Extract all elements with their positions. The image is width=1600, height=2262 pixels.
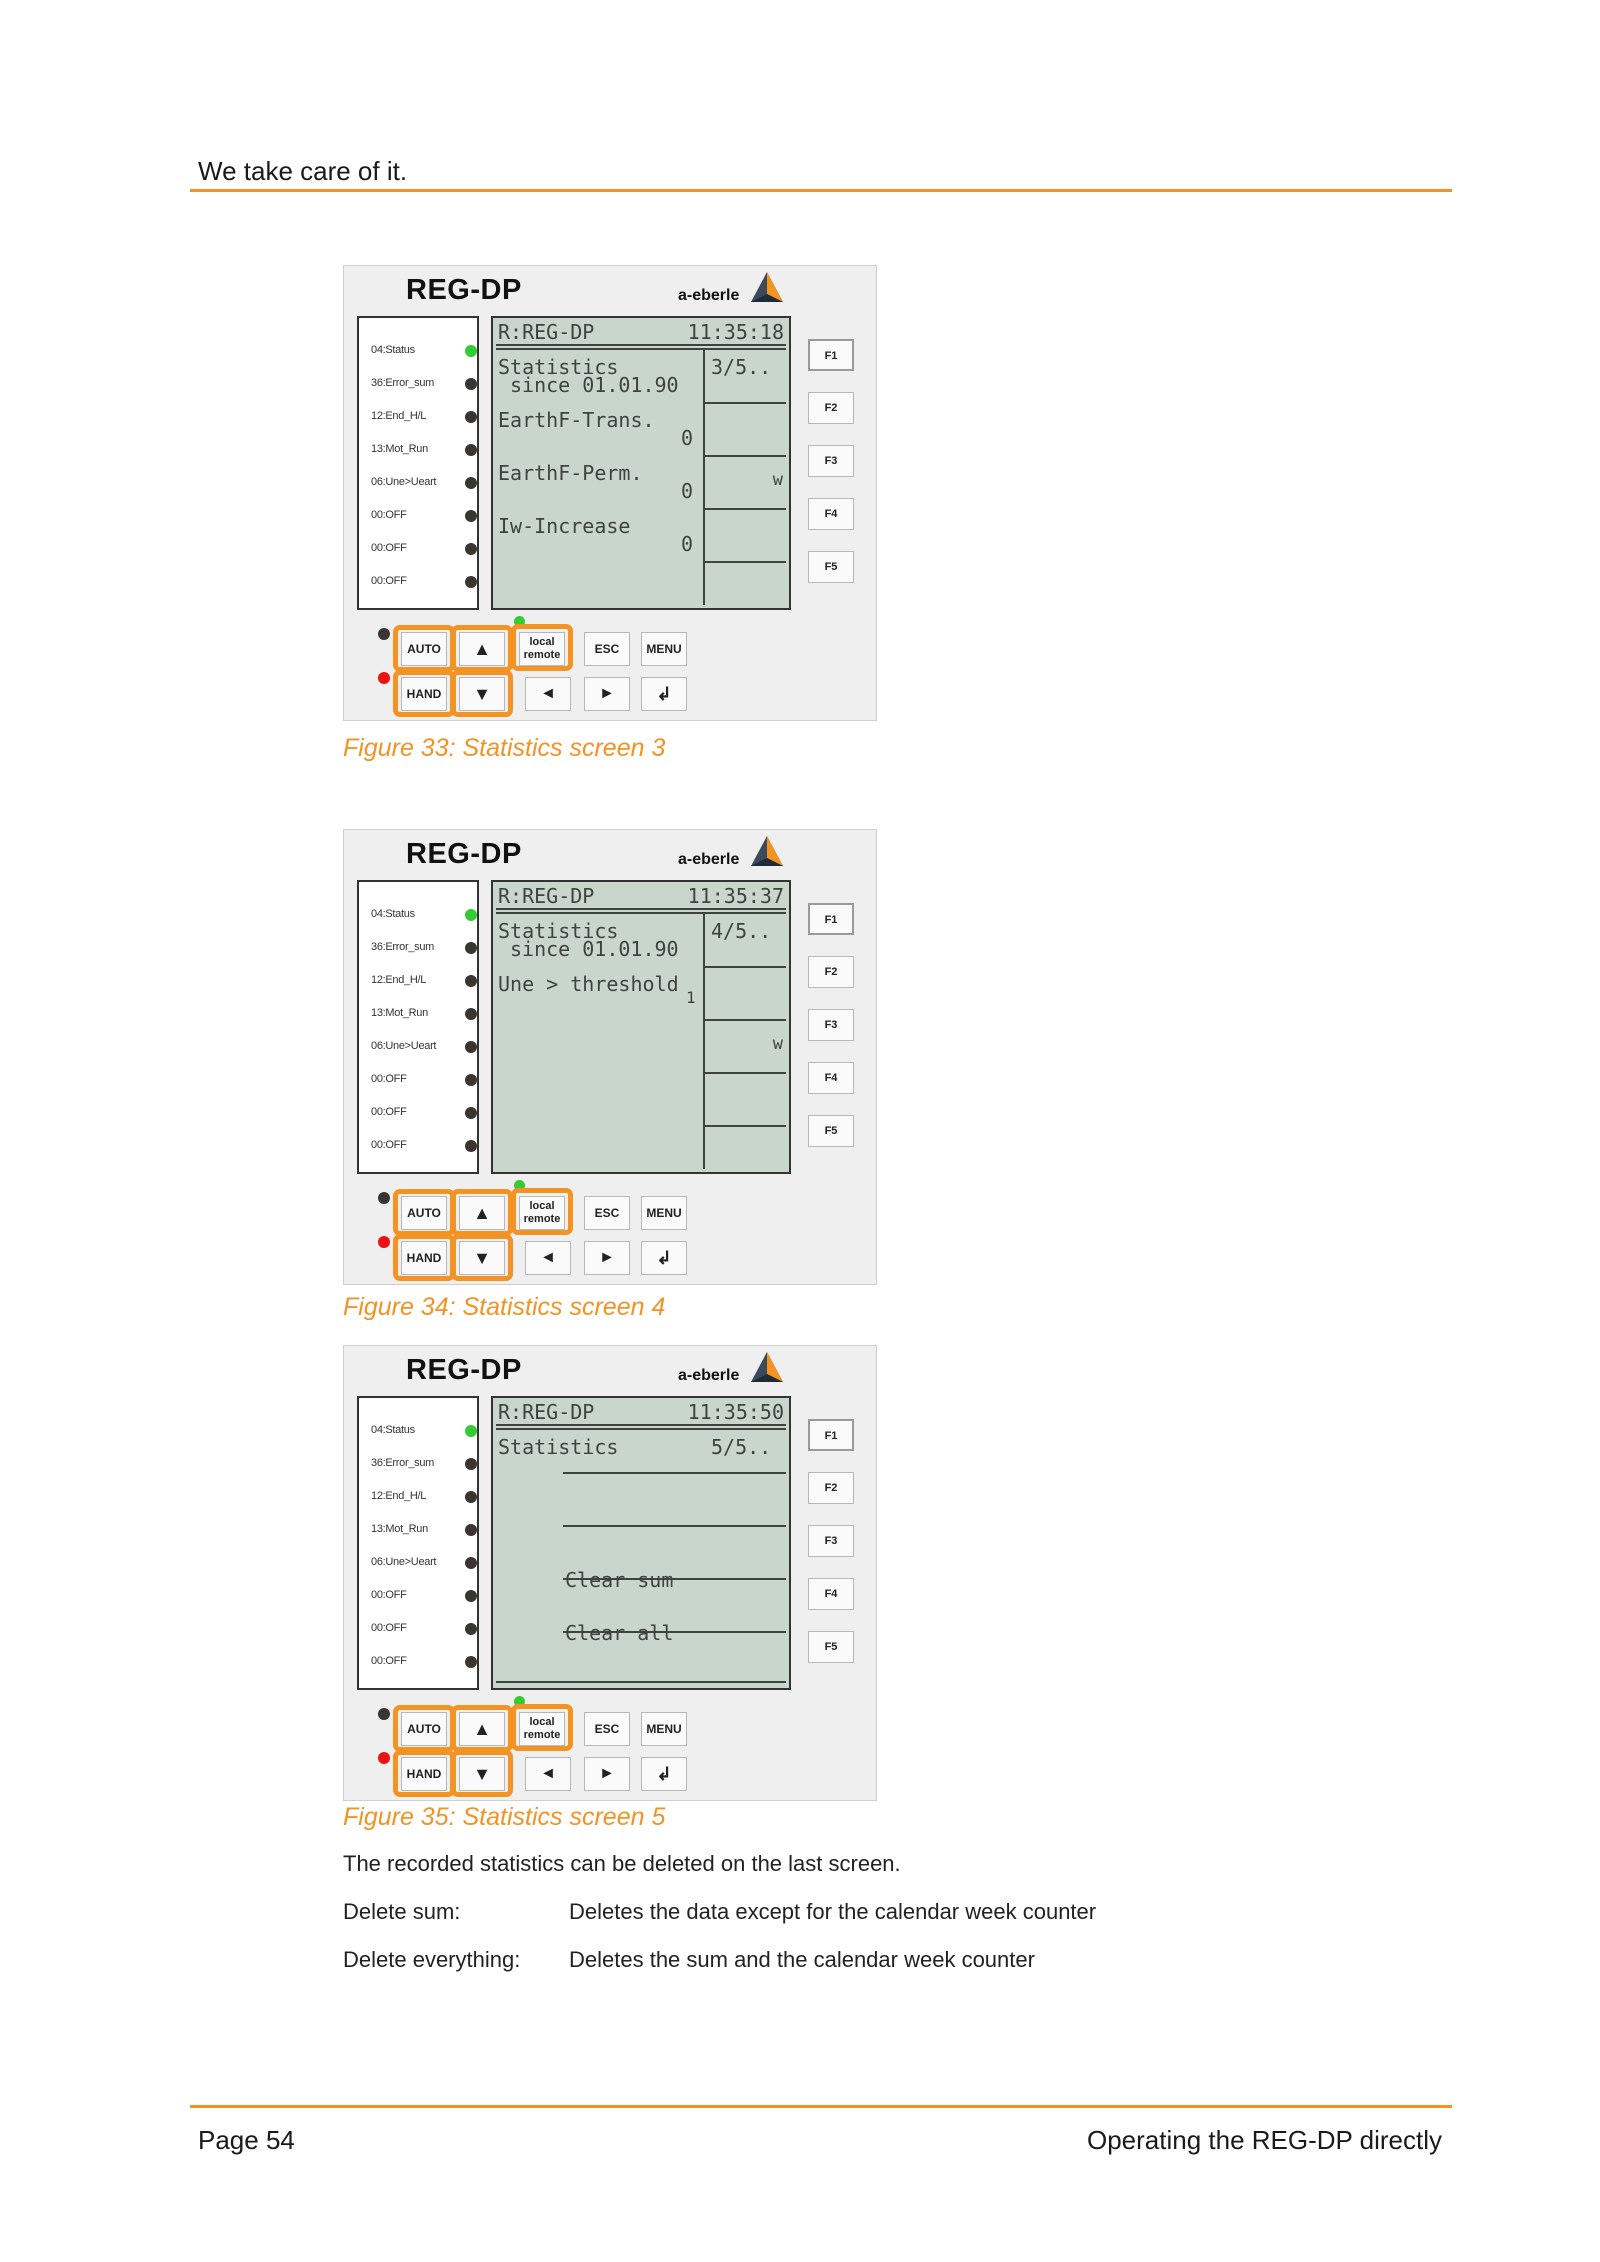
local-remote-label: local xyxy=(529,1200,555,1212)
led-label: 12:End_H/L xyxy=(371,1490,427,1502)
header-tagline: We take care of it. xyxy=(198,156,408,186)
led-indicator-list xyxy=(357,1396,479,1690)
auto-button[interactable]: AUTO xyxy=(401,1196,447,1230)
led-dot-icon xyxy=(465,510,477,522)
hand-button[interactable]: HAND xyxy=(401,1241,447,1275)
lcd-stat-label: EarthF-Trans. xyxy=(498,408,655,432)
led-dot-icon xyxy=(465,378,477,390)
lcd-softkey-divider xyxy=(705,1125,786,1127)
led-label: 06:Une>Ueart xyxy=(371,476,437,488)
function-key-f5[interactable]: F5 xyxy=(808,1115,854,1147)
definition-desc: Deletes the sum and the calendar week counter xyxy=(569,1947,1035,1972)
led-dot-icon xyxy=(465,1524,477,1536)
lcd-softkey-divider xyxy=(563,1472,786,1474)
raise-up-button[interactable]: ▲ xyxy=(459,1196,505,1230)
left-arrow-button[interactable]: ◄ xyxy=(525,677,571,711)
lcd-heading: Statistics xyxy=(498,919,619,943)
lcd-heading: Statistics xyxy=(498,355,619,379)
lcd-stat-label: Une > threshold xyxy=(498,972,679,996)
device-maker: a-eberle xyxy=(678,851,740,868)
lcd-stat-value: 1 xyxy=(686,988,696,1007)
a-eberle-logo-icon xyxy=(750,270,784,309)
function-key-f2[interactable]: F2 xyxy=(808,956,854,988)
lcd-since-date: since 01.01.90 xyxy=(510,937,679,961)
lcd-divider xyxy=(496,908,786,910)
reg-dp-device-panel xyxy=(343,1345,877,1801)
lcd-stat-value: 0 xyxy=(681,532,694,556)
left-arrow-button[interactable]: ◄ xyxy=(525,1241,571,1275)
led-dot-icon xyxy=(465,909,477,921)
function-key-f1[interactable]: F1 xyxy=(808,339,854,371)
lcd-softkey-divider xyxy=(705,402,786,404)
hand-status-led-icon xyxy=(378,1752,390,1764)
footer-page-number: Page 54 xyxy=(198,2125,295,2155)
esc-button[interactable]: ESC xyxy=(584,632,630,666)
raise-up-button[interactable]: ▲ xyxy=(459,632,505,666)
lower-down-button[interactable]: ▼ xyxy=(459,1241,505,1275)
function-key-f3[interactable]: F3 xyxy=(808,1525,854,1557)
menu-button[interactable]: MENU xyxy=(641,632,687,666)
local-remote-label: remote xyxy=(523,1213,561,1225)
figure-caption: Figure 35: Statistics screen 5 xyxy=(343,1803,666,1831)
led-dot-icon xyxy=(465,1008,477,1020)
led-indicator xyxy=(371,1004,477,1024)
device-maker: a-eberle xyxy=(678,287,740,304)
auto-button[interactable]: AUTO xyxy=(401,632,447,666)
led-dot-icon xyxy=(465,444,477,456)
led-indicator xyxy=(371,1652,477,1672)
hand-button[interactable]: HAND xyxy=(401,677,447,711)
led-indicator xyxy=(371,341,477,361)
hand-status-led-icon xyxy=(378,672,390,684)
a-eberle-logo-icon xyxy=(750,834,784,873)
led-indicator xyxy=(371,1037,477,1057)
led-label: 00:OFF xyxy=(371,509,407,521)
lcd-clock: 11:35:50 xyxy=(687,1400,784,1424)
led-indicator xyxy=(371,539,477,559)
lcd-divider xyxy=(496,912,786,914)
lcd-softkey-divider xyxy=(563,1525,786,1527)
local-remote-button[interactable] xyxy=(519,632,565,666)
led-indicator-list xyxy=(357,880,479,1174)
led-dot-icon xyxy=(465,1425,477,1437)
lcd-screen xyxy=(491,1396,791,1690)
lcd-screen xyxy=(491,316,791,610)
led-label: 00:OFF xyxy=(371,542,407,554)
reg-dp-device-panel xyxy=(343,265,877,721)
led-label: 13:Mot_Run xyxy=(371,1007,428,1019)
function-key-f1[interactable]: F1 xyxy=(808,903,854,935)
led-indicator xyxy=(371,506,477,526)
lcd-heading: Statistics xyxy=(498,1435,619,1459)
led-indicator xyxy=(371,1136,477,1156)
lower-down-button[interactable]: ▼ xyxy=(459,1757,505,1791)
led-dot-icon xyxy=(465,1557,477,1569)
figure-caption: Figure 34: Statistics screen 4 xyxy=(343,1293,666,1321)
led-indicator xyxy=(371,407,477,427)
enter-button[interactable]: ↲ xyxy=(641,1757,687,1791)
lcd-separator xyxy=(703,912,705,1169)
function-key-f2[interactable]: F2 xyxy=(808,1472,854,1504)
function-key-f1[interactable]: F1 xyxy=(808,1419,854,1451)
led-label: 36:Error_sum xyxy=(371,1457,435,1469)
left-arrow-button[interactable]: ◄ xyxy=(525,1757,571,1791)
right-arrow-button[interactable]: ► xyxy=(584,1757,630,1791)
led-indicator xyxy=(371,1487,477,1507)
lcd-stat-value: 0 xyxy=(681,479,694,503)
led-label: 04:Status xyxy=(371,344,415,356)
led-indicator xyxy=(371,1070,477,1090)
led-label: 00:OFF xyxy=(371,575,407,587)
led-indicator xyxy=(371,572,477,592)
device-maker: a-eberle xyxy=(678,1367,740,1384)
lcd-softkey-mark: w xyxy=(772,1034,783,1054)
led-indicator xyxy=(371,1553,477,1573)
led-label: 04:Status xyxy=(371,1424,415,1436)
function-key-f4[interactable]: F4 xyxy=(808,498,854,530)
led-indicator xyxy=(371,440,477,460)
lcd-title: R:REG-DP xyxy=(498,320,595,344)
lcd-softkey-divider xyxy=(705,1072,786,1074)
footer-rule xyxy=(190,2105,1452,2108)
led-dot-icon xyxy=(465,1140,477,1152)
led-indicator xyxy=(371,1103,477,1123)
right-arrow-button[interactable]: ► xyxy=(584,1241,630,1275)
lcd-clock: 11:35:18 xyxy=(687,320,784,344)
led-label: 13:Mot_Run xyxy=(371,1523,428,1535)
led-label: 00:OFF xyxy=(371,1655,407,1667)
lcd-page-indicator: 5/5.. xyxy=(711,1435,772,1459)
enter-button[interactable]: ↲ xyxy=(641,677,687,711)
led-label: 00:OFF xyxy=(371,1589,407,1601)
led-indicator xyxy=(371,473,477,493)
device-brand: REG-DP xyxy=(406,838,522,870)
function-key-f4[interactable]: F4 xyxy=(808,1578,854,1610)
lcd-softkey-mark: w xyxy=(772,470,783,490)
led-dot-icon xyxy=(465,1590,477,1602)
led-label: 06:Une>Ueart xyxy=(371,1040,437,1052)
lcd-page-indicator: 4/5.. xyxy=(711,919,772,943)
led-dot-icon xyxy=(465,1107,477,1119)
footer-section-title: Operating the REG-DP directly xyxy=(1087,2125,1442,2155)
lcd-title: R:REG-DP xyxy=(498,1400,595,1424)
led-dot-icon xyxy=(465,1458,477,1470)
led-dot-icon xyxy=(465,477,477,489)
led-indicator xyxy=(371,1619,477,1639)
auto-status-led-icon xyxy=(378,1192,390,1204)
lcd-menu-option[interactable]: Clear all xyxy=(565,1621,674,1645)
led-label: 36:Error_sum xyxy=(371,941,435,953)
led-label: 00:OFF xyxy=(371,1139,407,1151)
right-arrow-button[interactable]: ► xyxy=(584,677,630,711)
header-rule xyxy=(190,189,1452,192)
esc-button[interactable]: ESC xyxy=(584,1196,630,1230)
hand-status-led-icon xyxy=(378,1236,390,1248)
led-indicator xyxy=(371,938,477,958)
lcd-clock: 11:35:37 xyxy=(687,884,784,908)
hand-button[interactable]: HAND xyxy=(401,1757,447,1791)
led-label: 36:Error_sum xyxy=(371,377,435,389)
function-key-f5[interactable]: F5 xyxy=(808,551,854,583)
auto-status-led-icon xyxy=(378,1708,390,1720)
definition-desc: Deletes the data except for the calendar week counter xyxy=(569,1899,1097,1924)
led-dot-icon xyxy=(465,411,477,423)
lcd-softkey-divider xyxy=(705,561,786,563)
led-label: 00:OFF xyxy=(371,1622,407,1634)
lcd-softkey-divider xyxy=(705,508,786,510)
led-indicator xyxy=(371,1454,477,1474)
enter-button[interactable]: ↲ xyxy=(641,1241,687,1275)
led-dot-icon xyxy=(465,1074,477,1086)
menu-button[interactable]: MENU xyxy=(641,1712,687,1746)
led-label: 06:Une>Ueart xyxy=(371,1556,437,1568)
local-remote-label: local xyxy=(529,1716,555,1728)
lcd-stat-label: Iw-Increase xyxy=(498,514,631,538)
local-remote-label: local xyxy=(529,636,555,648)
led-label: 12:End_H/L xyxy=(371,410,427,422)
device-brand: REG-DP xyxy=(406,274,522,306)
esc-button[interactable]: ESC xyxy=(584,1712,630,1746)
led-indicator xyxy=(371,905,477,925)
function-key-f3[interactable]: F3 xyxy=(808,445,854,477)
lcd-divider xyxy=(496,344,786,346)
lcd-screen xyxy=(491,880,791,1174)
led-dot-icon xyxy=(465,543,477,555)
led-indicator xyxy=(371,1586,477,1606)
a-eberle-logo-icon xyxy=(750,1350,784,1389)
led-label: 00:OFF xyxy=(371,1073,407,1085)
led-label: 00:OFF xyxy=(371,1106,407,1118)
led-indicator xyxy=(371,971,477,991)
led-label: 04:Status xyxy=(371,908,415,920)
led-label: 13:Mot_Run xyxy=(371,443,428,455)
lcd-divider xyxy=(496,348,786,350)
lcd-title: R:REG-DP xyxy=(498,884,595,908)
menu-button[interactable]: MENU xyxy=(641,1196,687,1230)
local-remote-button[interactable] xyxy=(519,1196,565,1230)
lcd-softkey-divider xyxy=(705,966,786,968)
led-dot-icon xyxy=(465,975,477,987)
raise-up-button[interactable]: ▲ xyxy=(459,1712,505,1746)
lcd-since-date: since 01.01.90 xyxy=(510,373,679,397)
auto-button[interactable]: AUTO xyxy=(401,1712,447,1746)
local-remote-button[interactable] xyxy=(519,1712,565,1746)
function-key-f2[interactable]: F2 xyxy=(808,392,854,424)
led-dot-icon xyxy=(465,942,477,954)
figure-caption: Figure 33: Statistics screen 3 xyxy=(343,734,666,762)
intro-text: The recorded statistics can be deleted on the last screen. xyxy=(343,1851,901,1876)
led-dot-icon xyxy=(465,576,477,588)
lower-down-button[interactable]: ▼ xyxy=(459,677,505,711)
lcd-separator xyxy=(703,348,705,605)
led-dot-icon xyxy=(465,1623,477,1635)
function-key-f5[interactable]: F5 xyxy=(808,1631,854,1663)
function-key-f4[interactable]: F4 xyxy=(808,1062,854,1094)
device-brand: REG-DP xyxy=(406,1354,522,1386)
led-indicator-list xyxy=(357,316,479,610)
definition-term: Delete everything: xyxy=(343,1947,521,1972)
lcd-stat-value: 0 xyxy=(681,426,694,450)
led-indicator xyxy=(371,1520,477,1540)
lcd-divider xyxy=(496,1424,786,1426)
definition-term: Delete sum: xyxy=(343,1899,461,1924)
led-dot-icon xyxy=(465,1041,477,1053)
lcd-page-indicator: 3/5.. xyxy=(711,355,772,379)
lcd-stat-label: EarthF-Perm. xyxy=(498,461,643,485)
function-key-f3[interactable]: F3 xyxy=(808,1009,854,1041)
lcd-softkey-divider xyxy=(705,1019,786,1021)
led-indicator xyxy=(371,1421,477,1441)
lcd-softkey-divider xyxy=(705,455,786,457)
lcd-softkey-divider xyxy=(496,1681,786,1683)
local-remote-label: remote xyxy=(523,1729,561,1741)
local-remote-label: remote xyxy=(523,649,561,661)
led-label: 12:End_H/L xyxy=(371,974,427,986)
lcd-menu-option[interactable]: Clear sum xyxy=(565,1568,674,1592)
auto-status-led-icon xyxy=(378,628,390,640)
led-dot-icon xyxy=(465,1656,477,1668)
led-indicator xyxy=(371,374,477,394)
led-dot-icon xyxy=(465,1491,477,1503)
lcd-divider xyxy=(496,1428,786,1430)
reg-dp-device-panel xyxy=(343,829,877,1285)
led-dot-icon xyxy=(465,345,477,357)
